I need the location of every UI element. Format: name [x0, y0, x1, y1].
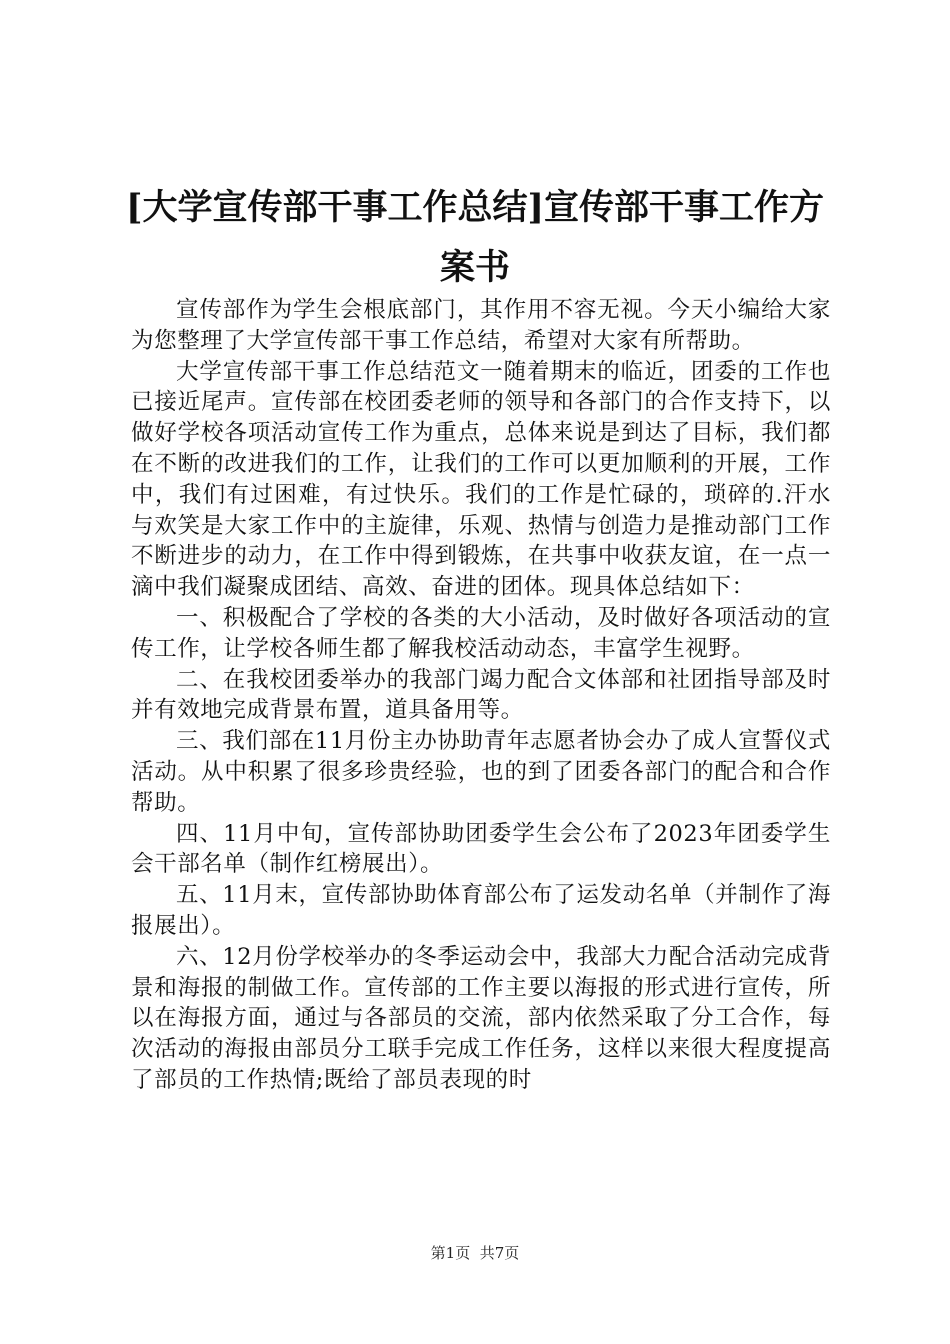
paragraph-item-2: 二、在我校团委举办的我部门竭力配合文体部和社团指导部及时并有效地完成背景布置，道具备用等。 — [131, 666, 831, 724]
paragraph-intro: 宣传部作为学生会根底部门，其作用不容无视。今天小编给大家为您整理了大学宣传部干事工作总结，希望对大家有所帮助。 — [131, 297, 831, 354]
page-footer — [0, 1243, 950, 1263]
paragraph-item-1: 一、积极配合了学校的各类的大小活动，及时做好各项活动的宣传工作，让学校各师生都了解我校活动动态，丰富学生视野。 — [131, 604, 831, 662]
page-total: 共7页 — [479, 1244, 520, 1262]
paragraph-item-3: 三、我们部在11月份主办协助青年志愿者协会办了成人宣誓仪式活动。从中积累了很多珍贵经验，也的到了团委各部门的配合和合作帮助。 — [131, 728, 831, 816]
paragraph-item-4: 四、11月中旬，宣传部协助团委学生会公布了2023年团委学生会干部名单（制作红榜展出）。 — [131, 820, 831, 878]
document-body — [131, 295, 831, 1096]
paragraph-item-5: 五、11月末，宣传部协助体育部公布了运发动名单（并制作了海报展出）。 — [131, 882, 831, 939]
paragraph-item-6: 六、12月份学校举办的冬季运动会中，我部大力配合活动完成背景和海报的制做工作。宣传部的工作主要以海报的形式进行宣传，所以在海报方面，通过与各部员的交流，部内依然采取了分工合作，每次活动的海报由部员分工联手完成工作任务，这样以来很大程度提高了部员的工作热情;既给了部员表现的时 — [131, 943, 831, 1093]
document-title: [大学宣传部干事工作总结]宣传部干事工作方案书 — [125, 187, 825, 288]
page-number: 第1页 — [430, 1244, 471, 1262]
paragraph-summary-opening: 大学宣传部干事工作总结范文一随着期末的临近，团委的工作也已接近尾声。宣传部在校团委老师的领导和各部门的合作支持下，以做好学校各项活动宣传工作为重点，总体来说是到达了目标，我们都在不断的改进我们的工作，让我们的工作可以更加顺利的开展，工作中，我们有过困难，有过快乐。我们的工作是忙碌的，琐碎的.汗水与欢笑是大家工作中的主旋律，乐观、热情与创造力是推动部门工作不断进步的动力，在工作中得到锻炼，在共事中收获友谊，在一点一滴中我们凝聚成团结、高效、奋进的团体。现具体总结如下： — [131, 358, 831, 601]
